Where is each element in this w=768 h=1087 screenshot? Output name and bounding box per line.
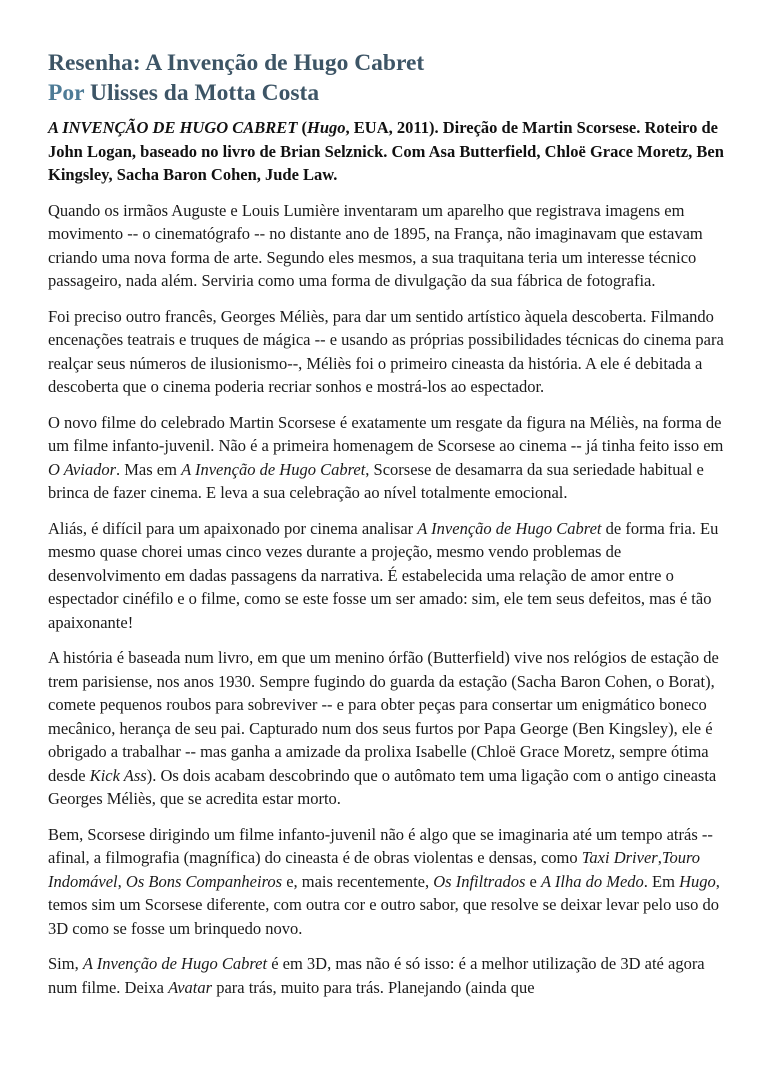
paragraph-5	[48, 646, 724, 811]
p3-film-title: A Invenção de Hugo Cabret	[181, 459, 366, 479]
p6-film-title: Os Bons Companheiros	[125, 871, 283, 891]
credits-details: , EUA, 2011). Direção de Martin Scorsese. Roteiro de John Logan, baseado no livro de Brian Selznick. Com Asa Butterfield, Chloë Grace Moretz, Ben Kingsley, Sacha Baron Cohen, Jude Law.	[48, 118, 724, 184]
p7-text-a: Sim,	[48, 954, 83, 973]
byline-prefix: Por	[48, 80, 85, 106]
p4-film-title: A Invenção de Hugo Cabret	[417, 518, 602, 538]
p4-text-b: de forma fria. Eu mesmo quase chorei umas cinco vezes durante a projeção, mesmo vendo problemas de desenvolvimento em dadas passagens da narrativa. É estabelecida uma relação de amor entre o espectador cinéfilo e o filme, como se este fosse um ser amado: sim, ele tem seus defeitos, mas é tão apaixonante!	[48, 518, 719, 632]
p7-text-c: para trás, muito para trás. Planejando (ainda que	[212, 977, 535, 997]
p6-text-d: . Em	[643, 871, 680, 891]
credits-paren: (	[297, 118, 308, 137]
p5-text-b: ). Os dois acabam descobrindo que o autômato tem uma ligação com o antigo cineasta Georges Méliès, que se acredita estar morto.	[48, 765, 717, 808]
p3-text-b: . Mas em	[116, 459, 182, 479]
p6-film-title: Hugo	[679, 871, 716, 891]
p7-film-title: A Invenção de Hugo Cabret	[82, 954, 268, 973]
p3-text-c: , Scorsese de desamarra da sua seriedade habitual e brinca de fazer cinema. E leva a sua celebração ao nível totalmente emocional.	[48, 459, 704, 502]
p7-film-title: Avatar	[168, 977, 213, 997]
p7-text-b: é em 3D, mas não é só isso: é a melhor utilização de 3D até agora num filme. Deixa	[48, 954, 705, 997]
paragraph-1: Quando os irmãos Auguste e Louis Lumière inventaram um aparelho que registrava imagens em movimento -- o cinematógrafo -- no distante ano de 1895, na França, não imaginavam que estavam criando uma nova forma de arte. Segundo eles mesmos, a sua traquitana teria um interesse técnico passageiro, nada além. Serviria como uma forma de divulgação da sua fábrica de fotografia.	[48, 200, 703, 290]
byline-author: Ulisses da Motta Costa	[90, 80, 320, 106]
paragraph-3	[48, 411, 724, 505]
paragraph-7	[48, 952, 724, 999]
article-title	[48, 48, 724, 108]
p5-text-a: A história é baseada num livro, em que um menino órfão (Butterfield) vive nos relógios de estação de trem parisiense, nos anos 1930. Sempre fugindo do guarda da estação (Sacha Baron Cohen, o Borat), comete pequenos roubos para sobreviver -- e para obter peças para consertar um enigmático boneco mecânico, herança de seu pai. Capturado num dos seus furtos por Papa George (Ben Kingsley), ele é obrigado a trabalhar -- mas ganha a amizade da prolixa Isabelle (Chloë Grace Moretz, sempre ótima desde	[48, 648, 719, 785]
p6-film-title: Taxi Driver	[581, 848, 658, 867]
p3-text-a: O novo filme do celebrado Martin Scorsese é exatamente um resgate da figura na Méliès, na forma de um filme infanto-juvenil. Não é a primeira homenagem de Scorsese ao cinema -- já tinha feito isso em	[48, 412, 724, 455]
credits-film-title: A INVENÇÃO DE HUGO CABRET	[48, 118, 298, 137]
paragraph-2: Foi preciso outro francês, Georges Méliès, para dar um sentido artístico àquela descoberta. Filmando encenações teatrais e truques de mágica -- e usando as próprias possibilidades técnicas do cinema para realçar seus números de ilusionismo--, Méliès foi o primeiro cineasta da história. A ele é debitada a descoberta que o cinema poderia recriar sonhos e mostrá-los ao espectador.	[48, 306, 724, 396]
p6-text-e: , temos sim um Scorsese diferente, com outra cor e outro sabor, que resolve se deixar levar pelo uso do 3D como se fosse um brinquedo novo.	[48, 871, 720, 938]
credits-original-title: Hugo	[307, 118, 346, 137]
p6-film-title: Touro Indomável	[48, 848, 701, 891]
title-text: Resenha: A Invenção de Hugo Cabret	[48, 50, 425, 76]
p5-film-title: Kick Ass	[89, 765, 147, 785]
paragraph-4	[48, 517, 724, 635]
film-credits	[48, 116, 724, 187]
p6-text-b: e, mais recentemente,	[282, 871, 434, 891]
p6-separator: ,	[117, 871, 126, 891]
paragraph-6	[48, 823, 724, 941]
p6-film-title: A Ilha do Medo	[540, 871, 644, 891]
p6-film-title: Os Infiltrados	[433, 871, 526, 891]
p6-text-a: Bem, Scorsese dirigindo um filme infanto-juvenil não é algo que se imaginaria até um tempo atrás -- afinal, a filmografia (magnífica) do cineasta é de obras violentas e densas, como	[48, 824, 713, 867]
p3-film-title: O Aviador	[48, 459, 116, 479]
p6-separator: ,	[657, 848, 662, 867]
p6-text-c: e	[525, 871, 541, 891]
p4-text-a: Aliás, é difícil para um apaixonado por cinema analisar	[48, 518, 418, 538]
